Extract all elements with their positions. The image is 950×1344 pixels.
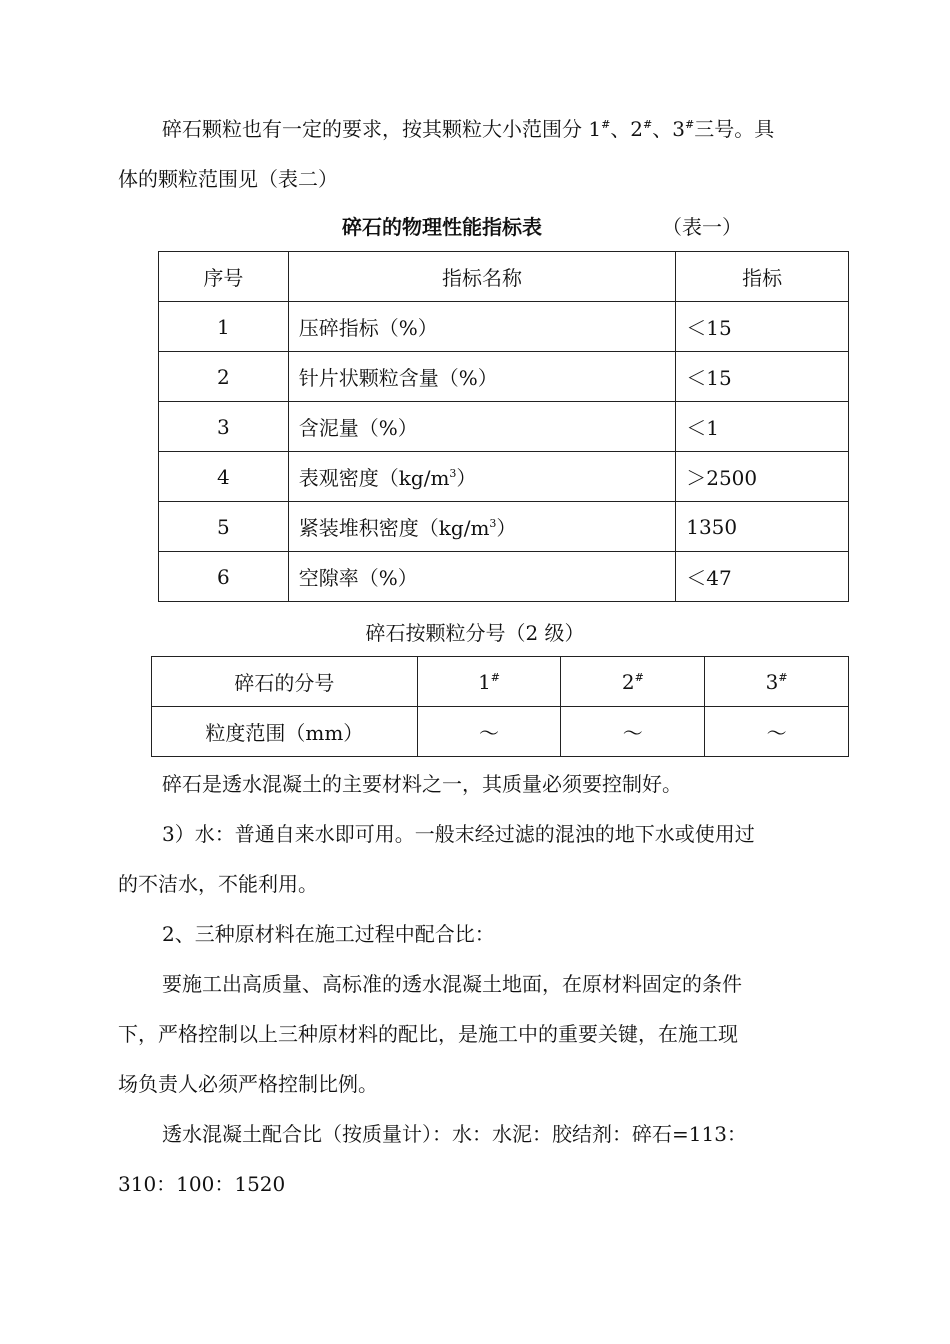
table2-title: 碎石按颗粒分号（2 级）: [365, 621, 585, 645]
table-row: [159, 502, 849, 552]
row-number: 6: [159, 552, 289, 602]
row-label: 粒度范围（mm）: [152, 707, 418, 757]
index-value: ＜47: [676, 552, 849, 602]
row-number: 2: [159, 352, 289, 402]
range-cell: ～: [561, 707, 705, 757]
table-row: [159, 302, 849, 352]
intro-line-1: 碎石颗粒也有一定的要求，按其颗粒大小范围分 1#、2#、3#三号。具: [162, 117, 775, 141]
paragraph: 透水混凝土配合比（按质量计）：水：水泥：胶结剂：碎石=113：: [162, 1122, 747, 1146]
grade-mark: #: [643, 118, 653, 131]
paragraph: 要施工出高质量、高标准的透水混凝土地面，在原材料固定的条件: [162, 972, 742, 996]
paragraph: 310：100：1520: [118, 1172, 286, 1196]
index-name: 针片状颗粒含量（%）: [288, 352, 675, 402]
paragraph: 2、三种原材料在施工过程中配合比：: [162, 922, 495, 946]
row-number: 3: [159, 402, 289, 452]
index-value: ＜15: [676, 302, 849, 352]
paragraph: 场负责人必须严格控制比例。: [118, 1072, 378, 1096]
header-cell: 指标: [676, 252, 849, 302]
index-value: ＜15: [676, 352, 849, 402]
paragraph: 的不洁水，不能利用。: [118, 872, 318, 896]
row-number: 4: [159, 452, 289, 502]
header-cell: 序号: [159, 252, 289, 302]
table-row: [159, 402, 849, 452]
index-name: 压碎指标（%）: [288, 302, 675, 352]
range-cell: ～: [705, 707, 849, 757]
grade-mark: #: [601, 118, 611, 131]
header-cell: 指标名称: [288, 252, 675, 302]
paragraph: 碎石是透水混凝土的主要材料之一，其质量必须要控制好。: [162, 772, 682, 796]
grading-table: [151, 656, 849, 757]
row-label: 碎石的分号: [152, 657, 418, 707]
table-row: [152, 707, 849, 757]
grade-cell: 2#: [561, 657, 705, 707]
table1-note: （表一）: [662, 215, 742, 239]
index-name: 表观密度$(kg/m^3)$: [288, 452, 675, 502]
grade-cell: 3#: [705, 657, 849, 707]
table-row: [159, 552, 849, 602]
index-value: ＜1: [676, 402, 849, 452]
table-row: [159, 452, 849, 502]
index-value: 1350: [676, 502, 849, 552]
row-number: 5: [159, 502, 289, 552]
index-name: 含泥量（%）: [288, 402, 675, 452]
grade-mark: #: [685, 118, 695, 131]
intro-line-2: 体的颗粒范围见（表二）: [118, 167, 338, 191]
range-cell: ～: [417, 707, 561, 757]
paragraph: 下，严格控制以上三种原材料的配比，是施工中的重要关键，在施工现: [118, 1022, 738, 1046]
grade-cell: 1#: [417, 657, 561, 707]
table-header-row: [159, 252, 849, 302]
table-row: [152, 657, 849, 707]
index-name: 紧装堆积密度$(kg/m^3)$: [288, 502, 675, 552]
physical-properties-table: [158, 251, 849, 602]
index-value: ＞2500: [676, 452, 849, 502]
index-name: 空隙率（%）: [288, 552, 675, 602]
paragraph: 3）水：普通自来水即可用。一般末经过滤的混浊的地下水或使用过: [162, 822, 755, 846]
table1-title: 碎石的物理性能指标表: [342, 215, 542, 239]
table-row: [159, 352, 849, 402]
row-number: 1: [159, 302, 289, 352]
